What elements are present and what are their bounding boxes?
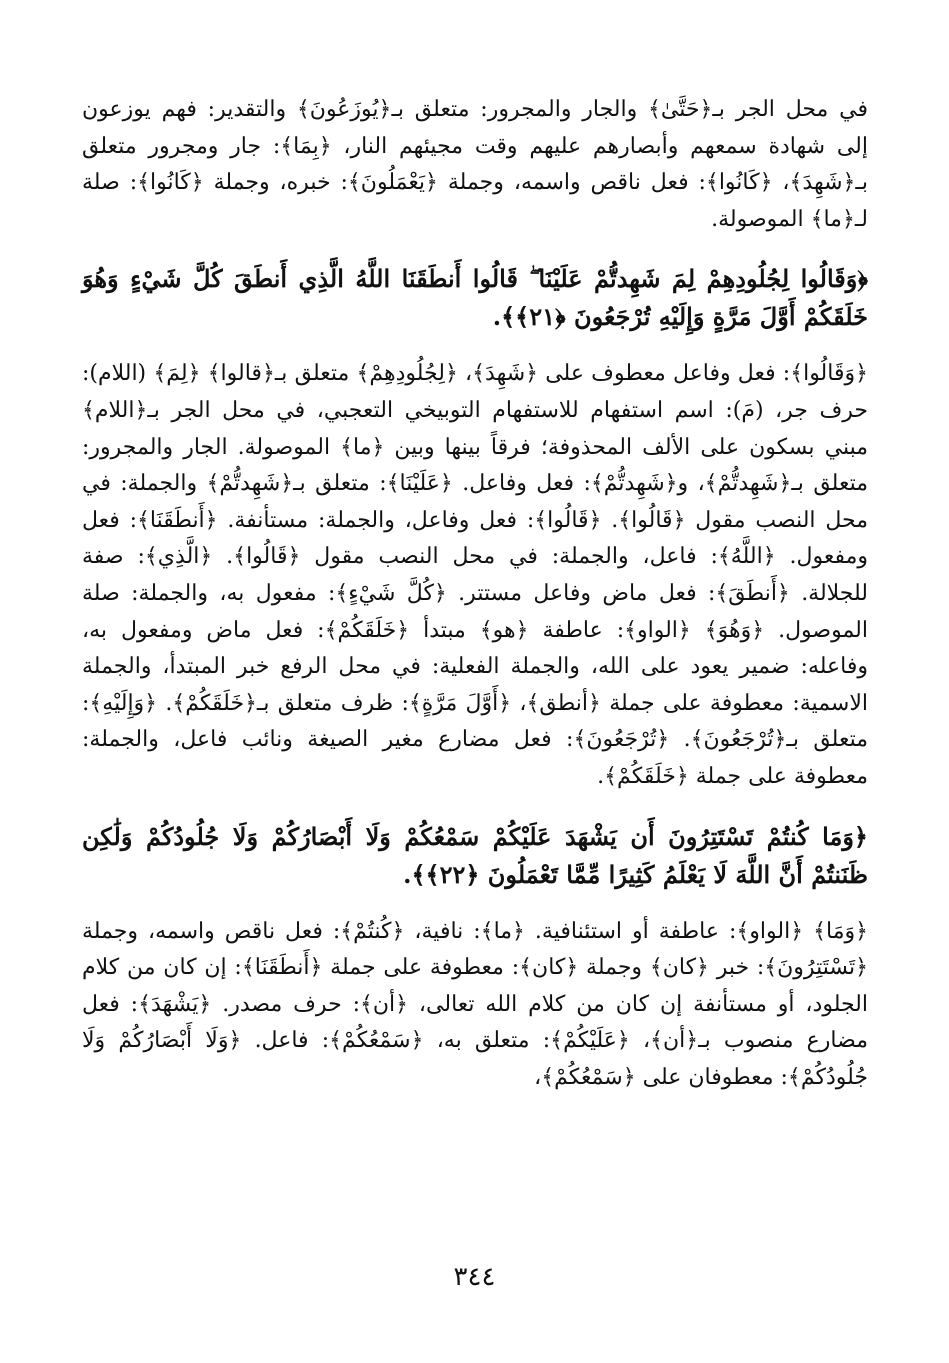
quran-verse-22: ﴿وَمَا كُنتُمْ تَسْتَتِرُونَ أَن يَشْهَدَ عَلَيْكُمْ سَمْعُكُمْ وَلَا أَبْصَارُكُمْ وَلَا جُلُودُكُمْ وَلَٰكِن ظَنَنتُمْ أَنَّ اللَّهَ لَا يَعْلَمُ كَثِيرًا مِّمَّا تَعْمَلُونَ ﴿٢٢﴾﴾. — [82, 821, 868, 889]
commentary-paragraph-2: ﴿وَقَالُوا﴾: فعل وفاعل معطوف على ﴿شَهِدَ﴾، ﴿لِجُلُودِهِمْ﴾ متعلق بـ﴿قالوا﴾ ﴿لِمَ﴾ (اللام): حرف جر، (مَ): اسم استفهام للاستفهام التوبيخي التعجبي، في محل الجر بـ﴿اللام﴾ مبني بسكون على الألف المحذوفة؛ فرقاً بينها وبين ﴿ما﴾ الموصولة. الجار والمجرور: متعلق بـ﴿شَهِدتُّمْ﴾، و﴿شَهِدتُّمْ﴾: فعل وفاعل. ﴿عَلَيْنَا﴾: متعلق بـ﴿شَهِدتُّمْ﴾ والجملة: في محل النصب مقول ﴿قَالُوا﴾. ﴿قَالُوا﴾: فعل وفاعل، والجملة: مستأنفة. ﴿أَنطَقَنَا﴾: فعل ومفعول. ﴿اللَّهُ﴾: فاعل، والجملة: في محل النصب مقول ﴿قَالُوا﴾. ﴿الَّذِي﴾: صفة للجلالة. ﴿أَنطَقَ﴾: فعل ماض وفاعل مستتر. ﴿كُلَّ شَيْءٍ﴾: مفعول به، والجملة: صلة الموصول. ﴿وَهُوَ﴾ ﴿الواو﴾: عاطفة ﴿هو﴾ مبتدأ ﴿خَلَقَكُمْ﴾: فعل ماض ومفعول به، وفاعله: ضمير يعود على الله، والجملة الفعلية: في محل الرفع خبر المبتدأ، والجملة الاسمية: معطوفة على جملة ﴿أنطق﴾، ﴿أَوَّلَ مَرَّةٍ﴾: ظرف متعلق بـ﴿خَلَقَكُمْ﴾. ﴿وَإِلَيْهِ﴾: متعلق بـ﴿تُرْجَعُونَ﴾. ﴿تُرْجَعُونَ﴾: فعل مضارع مغير الصيغة ونائب فاعل، والجملة: معطوفة على جملة ﴿خَلَقَكُمْ﴾. — [82, 361, 868, 789]
page-body — [82, 92, 868, 1096]
commentary-paragraph-1: في محل الجر بـ﴿حَتَّىٰ﴾ والجار والمجرور: متعلق بـ﴿يُوزَعُونَ﴾ والتقدير: فهم يوزعون إلى شهادة سمعهم وأبصارهم عليهم وقت مجيئهم النار، ﴿بِمَا﴾: جار ومجرور متعلق بـ﴿شَهِدَ﴾، ﴿كَانُوا﴾: فعل ناقص واسمه، وجملة ﴿يَعْمَلُونَ﴾: خبره، وجملة ﴿كَانُوا﴾: صلة لـ﴿ما﴾ الموصولة. — [82, 97, 868, 232]
commentary-paragraph-3: ﴿وَمَا﴾ ﴿الواو﴾: عاطفة أو استئنافية. ﴿ما﴾: نافية، ﴿كُنتُمْ﴾: فعل ناقص واسمه، وجملة ﴿تَسْتَتِرُونَ﴾: خبر ﴿كان﴾ وجملة ﴿كان﴾: معطوفة على جملة ﴿أَنطَقَنَا﴾: إن كان من كلام الجلود، أو مستأنفة إن كان من كلام الله تعالى، ﴿أن﴾: حرف مصدر. ﴿يَشْهَدَ﴾: فعل مضارع منصوب بـ﴿أن﴾، ﴿عَلَيْكُمْ﴾: متعلق به، ﴿سَمْعُكُمْ﴾: فاعل. ﴿وَلَا أَبْصَارُكُمْ وَلَا جُلُودُكُمْ﴾: معطوفان على ﴿سَمْعُكُمْ﴾، — [82, 918, 868, 1090]
spacer — [82, 336, 868, 356]
page-number: ٣٤٤ — [453, 1262, 496, 1292]
quran-verse-21: ﴿وَقَالُوا لِجُلُودِهِمْ لِمَ شَهِدتُّمْ عَلَيْنَا ۖ قَالُوا أَنطَقَنَا اللَّهُ الَّذِي أَنطَقَ كُلَّ شَيْءٍ وَهُوَ خَلَقَكُمْ أَوَّلَ مَرَّةٍ وَإِلَيْهِ تُرْجَعُونَ ﴿٢١﴾﴾. — [82, 264, 868, 332]
spacer — [82, 894, 868, 914]
spacer — [82, 238, 868, 260]
spacer — [82, 796, 868, 818]
